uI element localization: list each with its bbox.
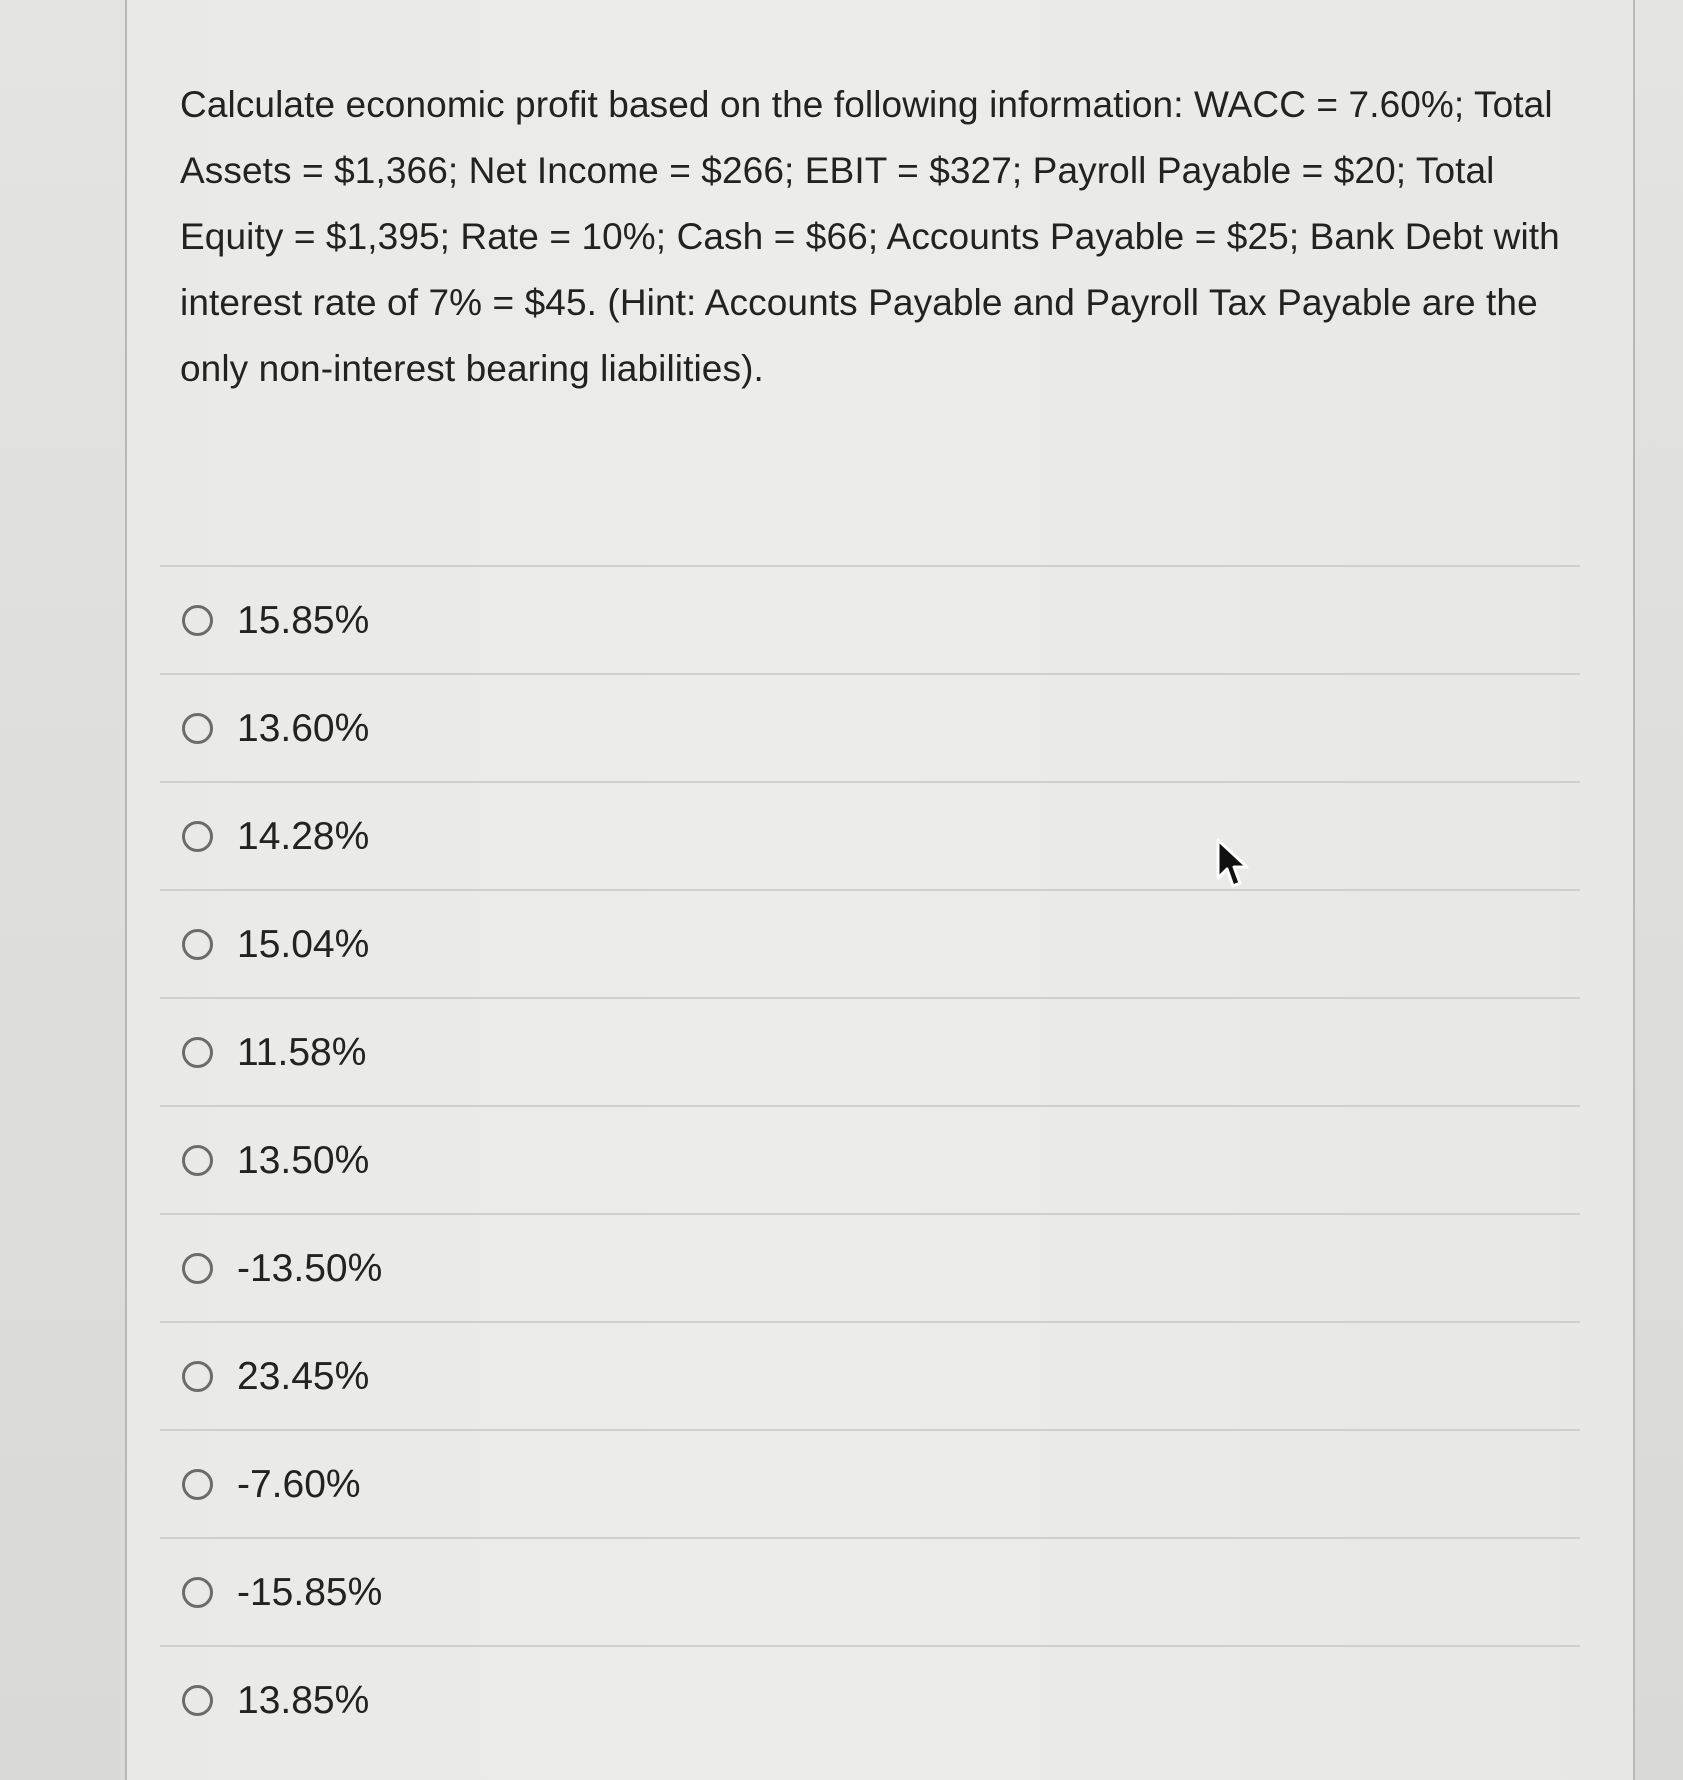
answer-label: -7.60%: [237, 1462, 361, 1506]
answer-option-2[interactable]: [160, 675, 1580, 781]
radio-button[interactable]: [182, 1685, 213, 1716]
answer-option-10[interactable]: [160, 1539, 1580, 1645]
answer-option-9[interactable]: [160, 1431, 1580, 1537]
answer-label: 13.60%: [237, 706, 370, 750]
answer-label: 15.04%: [237, 922, 370, 966]
answer-option-3[interactable]: [160, 783, 1580, 889]
answer-label: 14.28%: [237, 814, 370, 858]
answer-option-5[interactable]: [160, 999, 1580, 1105]
radio-button[interactable]: [182, 1145, 213, 1176]
radio-button[interactable]: [182, 1469, 213, 1500]
answer-label: -15.85%: [237, 1570, 383, 1614]
answer-label: 13.85%: [237, 1678, 370, 1722]
radio-button[interactable]: [182, 1253, 213, 1284]
answer-option-11[interactable]: [160, 1647, 1580, 1753]
radio-button[interactable]: [182, 821, 213, 852]
radio-button[interactable]: [182, 713, 213, 744]
radio-button[interactable]: [182, 1361, 213, 1392]
answer-option-8[interactable]: [160, 1323, 1580, 1429]
radio-button[interactable]: [182, 1577, 213, 1608]
mouse-pointer-icon: [1216, 838, 1250, 890]
answer-label: 15.85%: [237, 598, 370, 642]
answer-option-4[interactable]: [160, 891, 1580, 997]
radio-button[interactable]: [182, 929, 213, 960]
answer-label: 23.45%: [237, 1354, 370, 1398]
answer-label: -13.50%: [237, 1246, 383, 1290]
answer-options: [160, 565, 1580, 1753]
answer-option-6[interactable]: [160, 1107, 1580, 1213]
question-text: Calculate economic profit based on the following information: WACC = 7.60%; Total Assets = $1,366; Net Income = $266; EBIT = $327; Payroll Payable = $20; Total Equity = $1,395; Rate = 10%; Cash = $66; Accounts Payable = $25; Bank Debt with interest rate of 7% = $45. (Hint: Accounts Payable and Payroll Tax Payable are the only non-interest bearing liabilities).: [180, 84, 1560, 389]
answer-label: 13.50%: [237, 1138, 370, 1182]
radio-button[interactable]: [182, 1037, 213, 1068]
answer-option-7[interactable]: [160, 1215, 1580, 1321]
answer-label: 11.58%: [237, 1030, 367, 1074]
radio-button[interactable]: [182, 605, 213, 636]
answer-option-1[interactable]: [160, 567, 1580, 673]
